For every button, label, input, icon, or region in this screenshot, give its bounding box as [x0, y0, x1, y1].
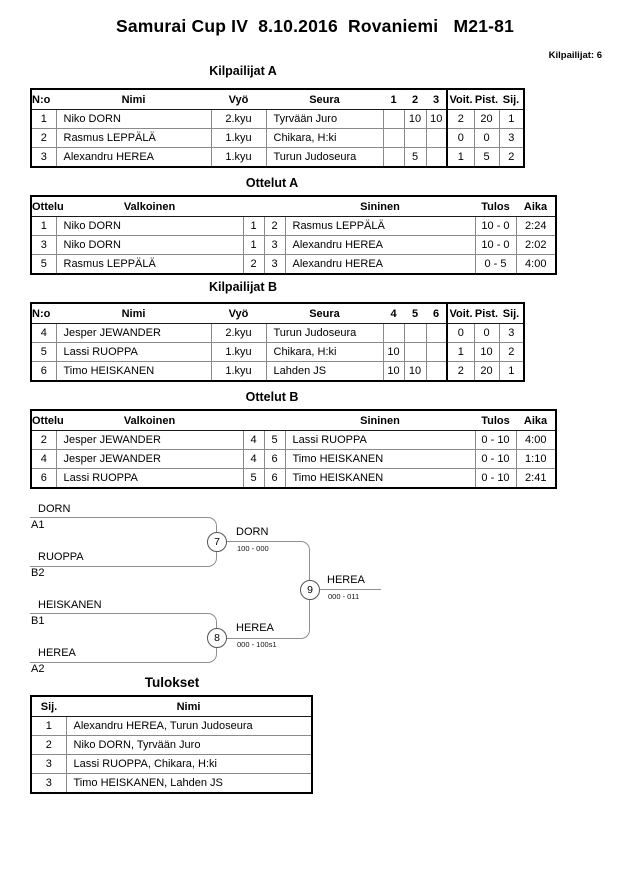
cell-name: Timo HEISKANEN, Lahden JS [66, 774, 312, 794]
bracket-entry-name: RUOPPA [38, 551, 84, 563]
header-no: N:o [31, 89, 56, 110]
cell-blue: Rasmus LEPPÄLÄ [285, 217, 475, 236]
cell-time: 4:00 [516, 431, 556, 450]
table-row [31, 755, 312, 774]
cell-place: 1 [31, 717, 66, 736]
cell-points: 5 [474, 148, 499, 168]
cell-wins: 1 [447, 148, 474, 168]
header-no: N:o [31, 303, 56, 324]
cell-no: 6 [31, 362, 56, 382]
cell-points: 0 [474, 324, 499, 343]
cell-name: Alexandru HEREA, Turun Judoseura [66, 717, 312, 736]
table-header-row [31, 89, 524, 110]
cell-round-6 [426, 324, 447, 343]
cell-round-3 [426, 129, 447, 148]
bracket-seed: A2 [31, 663, 45, 675]
cell-round-4 [383, 324, 404, 343]
cell-result: 0 - 10 [475, 450, 516, 469]
header-round-3: 3 [426, 89, 447, 110]
header-name: Nimi [56, 89, 211, 110]
header-wins: Voit. [447, 89, 474, 110]
cell-white-no: 5 [243, 469, 264, 489]
header-time: Aika [516, 196, 556, 217]
cell-place: 2 [499, 148, 524, 168]
cell-round-6 [426, 343, 447, 362]
match-circle-9: 9 [300, 580, 320, 600]
cell-belt: 1.kyu [211, 148, 266, 168]
header-blue-no [264, 410, 285, 431]
table-row [31, 217, 556, 236]
cell-wins: 2 [447, 110, 474, 129]
cell-no: 5 [31, 343, 56, 362]
cell-points: 20 [474, 362, 499, 382]
header-white: Valkoinen [56, 410, 243, 431]
cell-round-2: 10 [404, 110, 426, 129]
cell-belt: 2.kyu [211, 110, 266, 129]
table-header-row [31, 303, 524, 324]
bracket-entry-name: HEISKANEN [38, 599, 102, 611]
cell-time: 2:41 [516, 469, 556, 489]
cell-place: 1 [499, 362, 524, 382]
cell-white: Niko DORN [56, 236, 243, 255]
cell-blue: Timo HEISKANEN [285, 469, 475, 489]
section-title-competitors-a: Kilpailijat A [209, 64, 277, 78]
cell-points: 20 [474, 110, 499, 129]
cell-blue-no: 2 [264, 217, 285, 236]
results-table [30, 695, 313, 794]
cell-match: 4 [31, 450, 56, 469]
bracket-winner-name: HEREA [327, 574, 365, 586]
cell-match: 3 [31, 236, 56, 255]
header-white: Valkoinen [56, 196, 243, 217]
cell-place: 3 [499, 324, 524, 343]
header-round-5: 5 [404, 303, 426, 324]
cell-wins: 0 [447, 129, 474, 148]
header-name: Nimi [66, 696, 312, 717]
cell-points: 0 [474, 129, 499, 148]
table-row [31, 236, 556, 255]
header-name: Nimi [56, 303, 211, 324]
cell-time: 4:00 [516, 255, 556, 275]
header-round-2: 2 [404, 89, 426, 110]
cell-result: 10 - 0 [475, 236, 516, 255]
bracket-pair-connector-2 [30, 613, 217, 663]
bracket-entry-name: DORN [38, 503, 71, 515]
cell-no: 4 [31, 324, 56, 343]
header-blue: Sininen [285, 196, 475, 217]
header-wins: Voit. [447, 303, 474, 324]
cell-time: 1:10 [516, 450, 556, 469]
cell-match: 1 [31, 217, 56, 236]
cell-blue-no: 5 [264, 431, 285, 450]
header-result: Tulos [475, 410, 516, 431]
cell-blue: Alexandru HEREA [285, 236, 475, 255]
cell-white-no: 2 [243, 255, 264, 275]
table-row [31, 736, 312, 755]
cell-club: Chikara, H:ki [266, 129, 383, 148]
table-row [31, 129, 524, 148]
header-round-1: 1 [383, 89, 404, 110]
cell-blue-no: 6 [264, 469, 285, 489]
cell-result: 0 - 10 [475, 469, 516, 489]
header-result: Tulos [475, 196, 516, 217]
cell-blue-no: 3 [264, 236, 285, 255]
cell-white-no: 1 [243, 217, 264, 236]
cell-name: Jesper JEWANDER [56, 324, 211, 343]
cell-no: 3 [31, 148, 56, 168]
cell-club: Turun Judoseura [266, 148, 383, 168]
cell-match: 5 [31, 255, 56, 275]
table-header-row [31, 696, 312, 717]
header-blue-no [264, 196, 285, 217]
cell-round-1 [383, 129, 404, 148]
cell-no: 2 [31, 129, 56, 148]
cell-name: Lassi RUOPPA, Chikara, H:ki [66, 755, 312, 774]
section-title-competitors-b: Kilpailijat B [208, 280, 278, 294]
bracket-seed: A1 [31, 519, 45, 531]
cell-club: Lahden JS [266, 362, 383, 382]
cell-name: Niko DORN, Tyrvään Juro [66, 736, 312, 755]
header-points: Pist. [474, 89, 499, 110]
bracket-winner-name: DORN [236, 526, 269, 538]
competitors-a-table [30, 88, 525, 168]
bracket-seed: B2 [31, 567, 45, 579]
cell-time: 2:24 [516, 217, 556, 236]
header-blue: Sininen [285, 410, 475, 431]
table-row [31, 469, 556, 489]
table-row [31, 774, 312, 794]
header-place: Sij. [499, 303, 524, 324]
cell-round-4: 10 [383, 362, 404, 382]
cell-round-5 [404, 324, 426, 343]
cell-place: 3 [31, 774, 66, 794]
table-row [31, 255, 556, 275]
cell-name: Alexandru HEREA [56, 148, 211, 168]
header-white-no [243, 196, 264, 217]
cell-place: 1 [499, 110, 524, 129]
cell-round-3 [426, 148, 447, 168]
match-circle-7: 7 [207, 532, 227, 552]
bracket-score: 100 - 000 [237, 544, 269, 553]
table-row [31, 343, 524, 362]
cell-round-3: 10 [426, 110, 447, 129]
cell-wins: 1 [447, 343, 474, 362]
header-white-no [243, 410, 264, 431]
table-row [31, 431, 556, 450]
cell-round-1 [383, 110, 404, 129]
section-title-results: Tulokset [144, 675, 200, 690]
cell-club: Tyrvään Juro [266, 110, 383, 129]
cell-white: Niko DORN [56, 217, 243, 236]
cell-white: Jesper JEWANDER [56, 431, 243, 450]
cell-place: 3 [499, 129, 524, 148]
cell-white: Rasmus LEPPÄLÄ [56, 255, 243, 275]
header-belt: Vyö [211, 89, 266, 110]
header-points: Pist. [474, 303, 499, 324]
table-row [31, 324, 524, 343]
cell-belt: 2.kyu [211, 324, 266, 343]
cell-time: 2:02 [516, 236, 556, 255]
match-circle-8: 8 [207, 628, 227, 648]
cell-round-4: 10 [383, 343, 404, 362]
header-time: Aika [516, 410, 556, 431]
header-club: Seura [266, 89, 383, 110]
cell-white: Lassi RUOPPA [56, 469, 243, 489]
page-title: Samurai Cup IV 8.10.2016 Rovaniemi M21-81 [115, 16, 515, 36]
cell-name: Lassi RUOPPA [56, 343, 211, 362]
cell-white: Jesper JEWANDER [56, 450, 243, 469]
bracket-pair-connector-1 [30, 517, 217, 567]
table-row [31, 717, 312, 736]
bracket-score: 000 - 100s1 [237, 640, 277, 649]
header-match: Ottelu [31, 196, 56, 217]
cell-result: 0 - 5 [475, 255, 516, 275]
cell-result: 10 - 0 [475, 217, 516, 236]
cell-blue-no: 6 [264, 450, 285, 469]
header-belt: Vyö [211, 303, 266, 324]
cell-round-1 [383, 148, 404, 168]
header-place: Sij. [499, 89, 524, 110]
matches-a-table [30, 195, 557, 275]
cell-place: 2 [31, 736, 66, 755]
cell-name: Rasmus LEPPÄLÄ [56, 129, 211, 148]
cell-round-2 [404, 129, 426, 148]
cell-round-6 [426, 362, 447, 382]
cell-points: 10 [474, 343, 499, 362]
cell-round-5: 10 [404, 362, 426, 382]
cell-belt: 1.kyu [211, 129, 266, 148]
cell-blue-no: 3 [264, 255, 285, 275]
cell-place: 2 [499, 343, 524, 362]
cell-place: 3 [31, 755, 66, 774]
header-round-4: 4 [383, 303, 404, 324]
cell-match: 6 [31, 469, 56, 489]
cell-club: Turun Judoseura [266, 324, 383, 343]
matches-b-table [30, 409, 557, 489]
cell-belt: 1.kyu [211, 362, 266, 382]
cell-name: Timo HEISKANEN [56, 362, 211, 382]
cell-club: Chikara, H:ki [266, 343, 383, 362]
cell-name: Niko DORN [56, 110, 211, 129]
bracket-score: 000 - 011 [328, 592, 360, 601]
bracket-entry-name: HEREA [38, 647, 76, 659]
bracket-seed: B1 [31, 615, 45, 627]
cell-belt: 1.kyu [211, 343, 266, 362]
cell-blue: Timo HEISKANEN [285, 450, 475, 469]
table-header-row [31, 410, 556, 431]
header-round-6: 6 [426, 303, 447, 324]
header-match: Ottelu [31, 410, 56, 431]
table-row [31, 362, 524, 382]
section-title-matches-a: Ottelut A [245, 176, 299, 190]
competitors-b-table [30, 302, 525, 382]
table-row [31, 110, 524, 129]
table-row [31, 450, 556, 469]
competitors-count: Kilpailijat: 6 [548, 50, 602, 61]
header-club: Seura [266, 303, 383, 324]
cell-white-no: 1 [243, 236, 264, 255]
cell-wins: 0 [447, 324, 474, 343]
cell-no: 1 [31, 110, 56, 129]
cell-match: 2 [31, 431, 56, 450]
table-row [31, 148, 524, 168]
cell-blue: Alexandru HEREA [285, 255, 475, 275]
bracket-winner-name: HEREA [236, 622, 274, 634]
cell-round-5 [404, 343, 426, 362]
cell-white-no: 4 [243, 450, 264, 469]
section-title-matches-b: Ottelut B [245, 390, 299, 404]
cell-white-no: 4 [243, 431, 264, 450]
cell-result: 0 - 10 [475, 431, 516, 450]
cell-wins: 2 [447, 362, 474, 382]
cell-round-2: 5 [404, 148, 426, 168]
cell-blue: Lassi RUOPPA [285, 431, 475, 450]
table-header-row [31, 196, 556, 217]
header-place: Sij. [31, 696, 66, 717]
